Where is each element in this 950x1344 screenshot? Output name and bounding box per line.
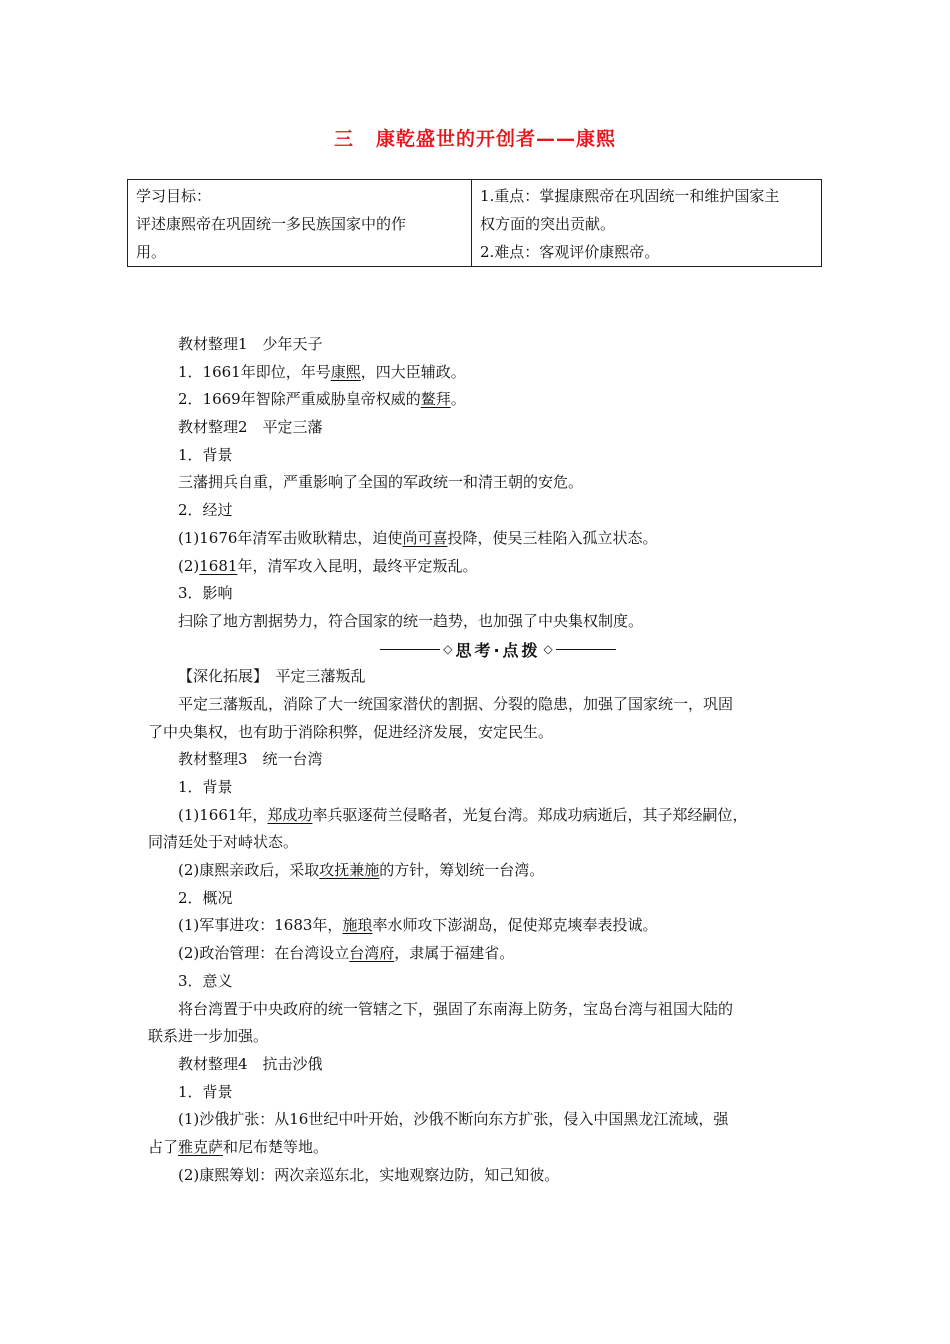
text-line (148, 940, 818, 968)
divider-rule (380, 649, 440, 650)
text-segment: 联系进一步加强。 (148, 1027, 269, 1046)
text-segment: 年，清军攻入昆明，最终平定叛乱。 (237, 556, 478, 575)
text-line (148, 996, 818, 1024)
title-text: 康乾盛世的开创者——康熙 (376, 128, 617, 150)
text-segment: ，四大臣辅政。 (360, 362, 466, 381)
text-line (148, 829, 818, 857)
key-points-cell (472, 180, 821, 266)
text-line (148, 1106, 818, 1134)
goals-left-line: 学习目标： (136, 187, 212, 205)
text-line (148, 469, 818, 497)
text-segment: 教材整理2 平定三藩 (178, 418, 323, 437)
answer-blank: 雅克萨 (178, 1137, 224, 1156)
text-line (148, 331, 818, 359)
text-segment: 3．意义 (178, 971, 233, 990)
text-line (148, 968, 818, 996)
diamond-icon: ◇ (443, 642, 453, 657)
section-divider (148, 636, 818, 664)
answer-blank: 郑成功 (267, 805, 313, 824)
text-line (148, 442, 818, 470)
text-line (148, 746, 818, 774)
text-segment: (2)康熙亲政后，采取 (178, 861, 320, 880)
text-segment: 占了 (148, 1137, 179, 1156)
text-segment: 2．经过 (178, 501, 233, 520)
text-line (148, 1079, 818, 1107)
divider-rule (556, 649, 616, 650)
diamond-icon: ◇ (543, 642, 553, 657)
text-line (148, 774, 818, 802)
goals-right-line: 2.难点：客观评价康熙帝。 (480, 243, 660, 261)
text-segment: (1)沙俄扩张：从16世纪中叶开始，沙俄不断向东方扩张，侵入中国黑龙江流域，强 (178, 1110, 729, 1129)
goals-left-line: 评述康熙帝在巩固统一多民族国家中的作 (136, 215, 407, 233)
text-segment: 2．1669年智除严重威胁皇帝权威的 (178, 390, 421, 409)
text-line (148, 857, 818, 885)
text-line (148, 525, 818, 553)
text-segment: 的方针，筹划统一台湾。 (379, 861, 545, 880)
goals-right-line: 权方面的突出贡献。 (480, 215, 616, 233)
text-line (148, 580, 818, 608)
answer-blank: 台湾府 (349, 944, 395, 963)
text-line (148, 1134, 818, 1162)
text-segment: ，隶属于福建省。 (394, 944, 515, 963)
learning-goals-table (127, 179, 822, 267)
text-segment: 率水师攻下澎湖岛，促使郑克塽奉表投诚。 (372, 916, 658, 935)
answer-blank: 尚可喜 (402, 528, 448, 547)
text-segment: 3．影响 (178, 584, 233, 603)
text-segment: (2)康熙筹划：两次亲巡东北，实地观察边防，知己知彼。 (178, 1165, 560, 1184)
text-segment: 1．1661年即位，年号 (178, 362, 331, 381)
text-line (148, 608, 818, 636)
text-line (148, 386, 818, 414)
text-line (148, 691, 818, 719)
text-segment: 1．背景 (178, 445, 233, 464)
text-segment: 三藩拥兵自重，严重影响了全国的军政统一和清王朝的安危。 (178, 473, 584, 492)
page-title (0, 124, 950, 151)
answer-blank: 康熙 (330, 362, 361, 381)
title-number: 三 (333, 128, 354, 150)
text-line (148, 359, 818, 387)
text-segment: (2) (178, 556, 200, 575)
document-body (148, 331, 818, 1189)
text-segment: 平定三藩叛乱，消除了大一统国家潜伏的割据、分裂的隐患，加强了国家统一，巩固 (178, 694, 734, 713)
text-line (148, 912, 818, 940)
text-line (148, 414, 818, 442)
text-segment: 投降，使吴三桂陷入孤立状态。 (447, 528, 658, 547)
text-line (148, 1023, 818, 1051)
text-segment: (1)军事进攻：1683年， (178, 916, 343, 935)
text-segment: 教材整理3 统一台湾 (178, 750, 323, 769)
text-segment: 率兵驱逐荷兰侵略者，光复台湾。郑成功病逝后，其子郑经嗣位， (312, 805, 748, 824)
text-segment: (2)政治管理：在台湾设立 (178, 944, 350, 963)
text-segment: 。 (450, 390, 466, 409)
text-segment: 和尼布楚等地。 (223, 1137, 329, 1156)
answer-blank: 攻抚兼施 (319, 861, 380, 880)
divider-label: 思考·点拨 (455, 640, 541, 660)
text-segment: 教材整理4 抗击沙俄 (178, 1054, 323, 1073)
answer-blank: 1681 (199, 556, 238, 575)
text-segment: 扫除了地方割据势力，符合国家的统一趋势，也加强了中央集权制度。 (178, 611, 644, 630)
text-segment: 将台湾置于中央政府的统一管辖之下，强固了东南海上防务，宝岛台湾与祖国大陆的 (178, 999, 734, 1018)
answer-blank: 施琅 (342, 916, 373, 935)
goals-left-line: 用。 (136, 243, 167, 261)
text-line (148, 497, 818, 525)
text-segment: 同清廷处于对峙状态。 (148, 833, 299, 852)
text-segment: 1．背景 (178, 778, 233, 796)
text-line (148, 719, 818, 747)
text-segment: (1)1676年清军击败耿精忠，迫使 (178, 528, 403, 547)
answer-blank: 鳌拜 (420, 390, 451, 409)
text-segment: 2．概况 (178, 888, 233, 907)
text-segment: 【深化拓展】 平定三藩叛乱 (178, 667, 366, 686)
text-segment: 了中央集权，也有助于消除积弊，促进经济发展，安定民生。 (148, 722, 554, 741)
text-line (148, 553, 818, 581)
text-line (148, 1051, 818, 1079)
text-segment: (1)1661年， (178, 805, 268, 824)
learning-goals-cell (128, 180, 472, 266)
text-line (148, 1162, 818, 1190)
text-segment: 1．背景 (178, 1082, 233, 1101)
text-line (148, 663, 818, 691)
goals-right-line: 1.重点：掌握康熙帝在巩固统一和维护国家主 (480, 187, 780, 205)
text-segment: 教材整理1 少年天子 (178, 335, 323, 353)
text-line (148, 885, 818, 913)
text-line (148, 802, 818, 830)
